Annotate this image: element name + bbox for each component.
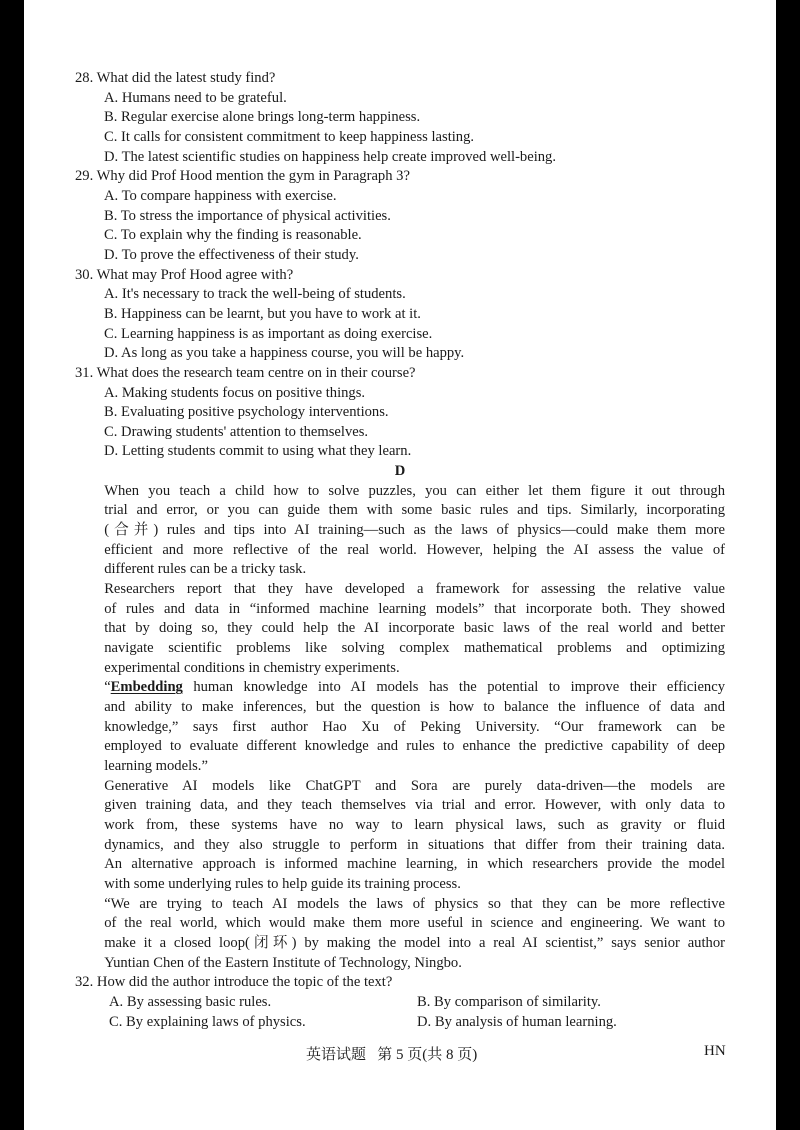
option-d: D. As long as you take a happiness course, you will be happy.	[104, 345, 465, 362]
option-c: C. Learning happiness is as important as doing exercise.	[104, 325, 433, 342]
paragraph-line: of rules and data in “informed machine learning models” that incorporate both. They showed	[104, 600, 725, 617]
paragraph-line: different rules can be a tricky task.	[104, 561, 307, 578]
question-32	[75, 973, 725, 1032]
option-c: C. To explain why the finding is reasonable.	[104, 227, 362, 244]
question-stem	[75, 69, 725, 89]
open-quote: “	[104, 679, 111, 696]
exam-page	[24, 0, 776, 1130]
option-a: A. Making students focus on positive things.	[104, 384, 366, 401]
paragraph-line: efficient and more reflective of the real world. However, helping the AI assess the value of	[104, 541, 725, 558]
paragraph-line: with some underlying rules to help guide its training process.	[104, 875, 461, 892]
option-b: B. Regular exercise alone brings long-term happiness.	[104, 109, 421, 126]
paragraph-2	[75, 580, 725, 678]
option-b: B. By comparison of similarity.	[417, 993, 601, 1010]
question-number: 29.	[75, 168, 94, 185]
question-number: 32.	[75, 974, 94, 991]
paragraph-line: knowledge,” says first author Hao Xu of Peking University. “Our framework can be	[104, 718, 725, 735]
paragraph-5	[75, 895, 725, 974]
line-text: human knowledge into AI models has the potential to improve their efficiency	[182, 679, 725, 696]
paragraph-line: When you teach a child how to solve puzzles, you can either let them figure it out through	[104, 482, 725, 499]
question-text: What did the latest study find?	[96, 70, 276, 86]
paragraph-line: make it a closed loop(闭环) by making the model into a real AI scientist,” says senior author	[104, 934, 725, 951]
question-text: Why did Prof Hood mention the gym in Paragraph 3?	[96, 168, 410, 185]
options-row-2	[109, 1013, 725, 1033]
paragraph-line: work from, these systems have no way to learn physical laws, such as gravity or fluid	[104, 816, 725, 833]
paragraph-4	[75, 777, 725, 895]
question-stem	[75, 364, 725, 384]
option-c: C. By explaining laws of physics.	[109, 1013, 306, 1030]
question-text: What may Prof Hood agree with?	[96, 266, 294, 283]
paragraph-3	[75, 678, 725, 776]
paragraph-line: of the real world, which would make them more useful in science and engineering. We want to	[104, 915, 725, 932]
paragraph-line: “We are trying to teach AI models the laws of physics so that they can be more reflective	[104, 895, 725, 912]
option-d: D. The latest scientific studies on happiness help create improved well-being.	[104, 148, 557, 165]
option-a: A. It's necessary to track the well-being of students.	[104, 286, 406, 303]
paragraph-line	[75, 678, 725, 698]
option-c: C. It calls for consistent commitment to keep happiness lasting.	[104, 128, 475, 145]
paragraph-line: dynamics, and they also struggle to perform in situations that differ from their training data.	[104, 836, 725, 853]
footer-page-info: 第 5 页(共 8 页)	[377, 1047, 478, 1063]
options-row-1	[109, 993, 725, 1013]
question-29	[75, 167, 725, 265]
question-text: How did the author introduce the topic of the text?	[96, 974, 393, 991]
question-stem	[75, 973, 725, 993]
reading-passage	[75, 482, 725, 973]
footer-page-label	[306, 1043, 477, 1064]
option-a: A. Humans need to be grateful.	[104, 89, 287, 106]
option-d: D. By analysis of human learning.	[417, 1013, 617, 1030]
option-b: B. Evaluating positive psychology interventions.	[104, 404, 389, 421]
option-a: A. By assessing basic rules.	[109, 993, 272, 1010]
question-number: 28.	[75, 70, 94, 86]
question-text: What does the research team centre on in their course?	[96, 364, 416, 381]
paragraph-line: that by doing so, they could help the AI incorporate basic laws of the real world and better	[104, 620, 725, 637]
option-a: A. To compare happiness with exercise.	[104, 187, 337, 204]
question-number: 31.	[75, 364, 94, 381]
section-title: D	[394, 463, 406, 480]
question-28	[75, 69, 725, 167]
paragraph-line: trial and error, or you can guide them with some basic rules and tips. Similarly, incorporating	[104, 502, 725, 519]
footer-code: HN	[704, 1043, 726, 1059]
paragraph-line: learning models.”	[104, 757, 208, 774]
question-30	[75, 266, 725, 364]
option-c: C. Drawing students' attention to themselves.	[104, 423, 369, 440]
question-stem	[75, 266, 725, 286]
paragraph-line: and ability to make inferences, but the question is how to balance the influence of data and	[104, 699, 725, 715]
question-stem	[75, 167, 725, 187]
highlighted-word: Embedding	[110, 679, 183, 696]
paragraph-line: given training data, and they teach themselves via trial and error. However, with only data to	[104, 797, 725, 814]
question-31	[75, 364, 725, 462]
option-b: B. Happiness can be learnt, but you have to work at it.	[104, 305, 421, 322]
paragraph-line: Yuntian Chen of the Eastern Institute of Technology, Ningbo.	[104, 954, 462, 971]
paragraph-line: (合并) rules and tips into AI training—such as the laws of physics—could make them more	[104, 522, 725, 539]
paragraph-1	[75, 482, 725, 580]
paragraph-line: experimental conditions in chemistry experiments.	[104, 659, 400, 676]
paragraph-line: navigate scientific problems like solving complex mathematical problems and optimizing	[104, 640, 725, 657]
option-d: D. To prove the effectiveness of their study.	[104, 246, 359, 263]
paragraph-line: An alternative approach is informed machine learning, in which researchers provide the model	[104, 856, 725, 873]
option-d: D. Letting students commit to using what they learn.	[104, 443, 412, 460]
footer-subject: 英语试题	[306, 1047, 367, 1063]
paragraph-line: Generative AI models like ChatGPT and Sora are purely data-driven—the models are	[104, 777, 725, 794]
paragraph-line: Researchers report that they have developed a framework for assessing the relative value	[104, 581, 725, 598]
option-b: B. To stress the importance of physical activities.	[104, 207, 391, 224]
page-content	[75, 69, 725, 1032]
question-number: 30.	[75, 266, 94, 283]
paragraph-line: employed to evaluate different knowledge and rules to enhance the predictive capability of deep	[104, 738, 725, 755]
